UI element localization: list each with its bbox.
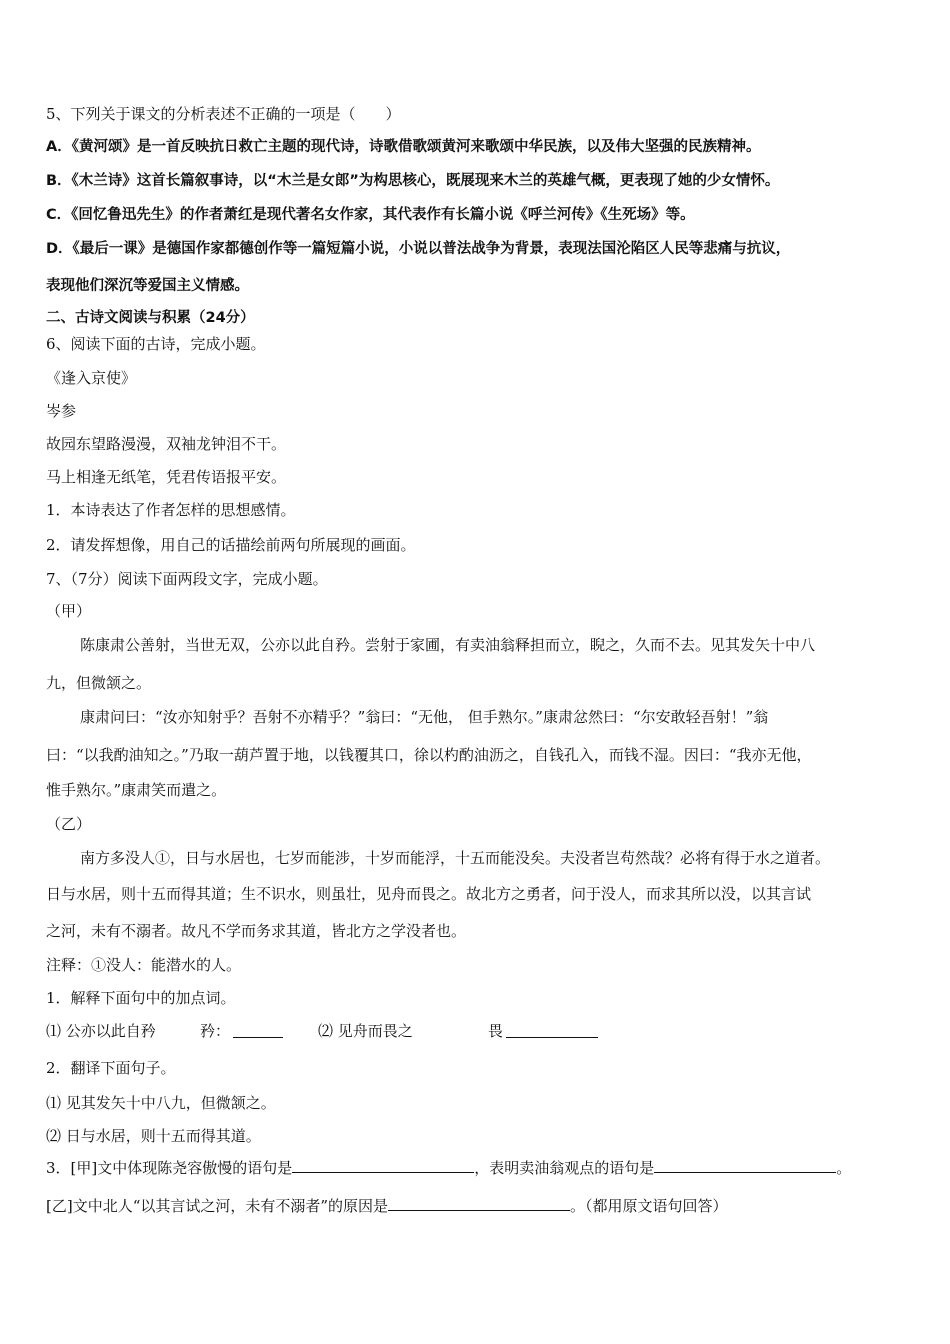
q6-subquestion: 2．请发挥想像，用自己的话描绘前两句所展现的画面。 — [46, 536, 416, 554]
passage-yi-line: 南方多没人①，日与水居也，七岁而能涉，十岁而能浮，十五而能没矣。夫没者岂苟然哉？必将有得于水之道者。 — [80, 849, 831, 867]
passage-jia-line: 惟手熟尔。”康肃笑而遣之。 — [46, 781, 227, 799]
q5-option-b: B．《木兰诗》这首长篇叙事诗，以“木兰是女郎”为构思核心，既展现来木兰的英雄气概，更表现了她的少女情怀。 — [46, 173, 780, 189]
passage-jia-line: 陈康肃公善射，当世无双，公亦以此自矜。尝射于家圃，有卖油翁释担而立，睨之，久而不去。见其发矢十中八 — [80, 636, 816, 654]
q7-sub1-b: ⑵ 见舟而畏之 — [318, 1022, 413, 1040]
poem-line: 故园东望路漫漫，双袖龙钟泪不干。 — [46, 435, 287, 453]
q7-sub3-text: ，表明卖油翁观点的语句是 — [474, 1159, 655, 1177]
passage-yi-label: （乙） — [46, 815, 92, 833]
answer-blank[interactable] — [654, 1158, 836, 1173]
q5-stem: 5、下列关于课文的分析表述不正确的一项是（ ） — [46, 105, 401, 123]
answer-blank[interactable] — [233, 1023, 283, 1038]
poem-author: 岑参 — [46, 402, 77, 420]
q5-option-d-cont: 表现他们深沉等爱国主义情感。 — [46, 278, 249, 294]
q5-option-d: D．《最后一课》是德国作家都德创作等一篇短篇小说，小说以普法战争为背景，表现法国沦陷区人民等悲痛与抗议， — [46, 241, 791, 257]
passage-jia-label: （甲） — [46, 602, 92, 620]
answer-blank[interactable] — [292, 1158, 474, 1173]
q7-sub3-jia — [46, 1158, 851, 1178]
q7-stem: 7、（7分）阅读下面两段文字，完成小题。 — [46, 570, 328, 588]
q7-sub3-yi — [46, 1196, 728, 1216]
answer-blank[interactable] — [388, 1196, 570, 1211]
q5-option-a: A．《黄河颂》是一首反映抗日救亡主题的现代诗，诗歌借歌颂黄河来歌颂中华民族，以及伟大坚强的民族精神。 — [46, 139, 761, 155]
passage-jia-line: 九，但微颔之。 — [46, 674, 152, 692]
passage-jia-line: 曰：“以我酌油知之。”乃取一葫芦置于地，以钱覆其口，徐以杓酌油沥之，自钱孔入，而钱不湿。因曰：“我亦无他， — [46, 746, 812, 764]
q7-sub2: 2．翻译下面句子。 — [46, 1059, 176, 1077]
q7-sub1-a-key: 矜： — [200, 1022, 231, 1040]
passage-yi-line: 之河，未有不溺者。故凡不学而务求其道，皆北方之学没者也。 — [46, 922, 467, 940]
q7-sub2-b: ⑵ 日与水居，则十五而得其道。 — [46, 1127, 261, 1145]
answer-blank[interactable] — [506, 1023, 598, 1038]
q6-stem: 6、阅读下面的古诗，完成小题。 — [46, 335, 266, 353]
q7-sub1-a: ⑴ 公亦以此自矜 — [46, 1022, 156, 1040]
q7-sub3-text: [乙]文中北人“以其言试之河，未有不溺者”的原因是 — [46, 1197, 389, 1215]
q7-sub3-text: 3．[甲]文中体现陈尧容傲慢的语句是 — [46, 1159, 293, 1177]
poem-line: 马上相逢无纸笔，凭君传语报平安。 — [46, 468, 287, 486]
passage-yi-line: 日与水居，则十五而得其道；生不识水，则虽壮，见舟而畏之。故北方之勇者，问于没人，而求其所以没，以其言试 — [46, 885, 812, 903]
q7-sub1-b-key: 畏 — [488, 1022, 504, 1040]
section-title: 二、古诗文阅读与积累（24分） — [46, 310, 255, 326]
q7-sub3-text: 。 — [836, 1159, 852, 1177]
passage-jia-line: 康肃问曰：“汝亦知射乎？吾射不亦精乎？”翁曰：“无他， 但手熟尔。”康肃忿然曰：“尔安敢轻吾射！”翁 — [80, 708, 769, 726]
q7-sub3-text: 。（都用原文语句回答） — [570, 1197, 728, 1215]
q5-option-c: C．《回忆鲁迅先生》的作者萧红是现代著名女作家，其代表作有长篇小说《呼兰河传》《生死场》等。 — [46, 207, 695, 223]
poem-title: 《逢入京使》 — [46, 369, 137, 387]
q6-subquestion: 1．本诗表达了作者怎样的思想感情。 — [46, 501, 296, 519]
q7-sub2-a: ⑴ 见其发矢十中八九，但微颔之。 — [46, 1094, 276, 1112]
annotation-note: 注释：①没人：能潜水的人。 — [46, 956, 242, 974]
q7-sub1: 1．解释下面句中的加点词。 — [46, 989, 236, 1007]
